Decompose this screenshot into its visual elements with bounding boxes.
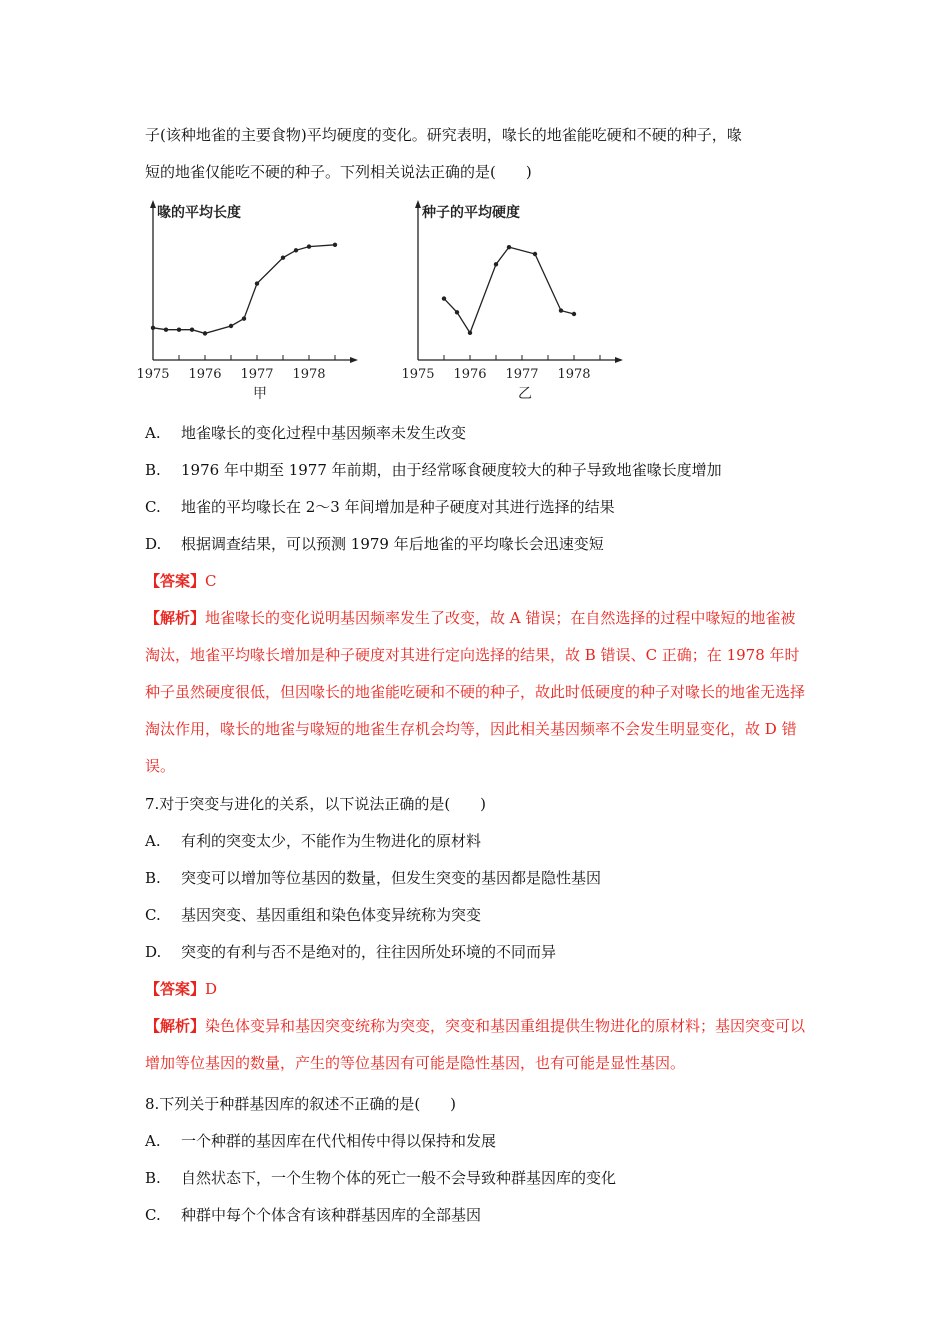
q7-analysis: 【解析】染色体变异和基因突变统称为突变，突变和基因重组提供生物进化的原材料；基因突变可以增加等位基因的数量，产生的等位基因有可能是隐性基因，也有可能是显性基因。 [145,1017,806,1072]
q7-answer: 【答案】D [145,980,218,998]
q6-option-c: C. 地雀的平均喙长在 2～3 年间增加是种子硬度对其进行选择的结果 [145,498,615,516]
data-point [468,331,472,335]
x-axis-arrow [350,357,358,363]
chart-caption: 甲 [253,386,267,402]
q8-option-c: C. 种群中每个个体含有该种群基因库的全部基因 [145,1206,482,1224]
x-tick-label: 1976 [453,367,487,382]
data-point [333,243,337,247]
y-axis-arrow [415,200,421,208]
q6-option-a: A. 地雀喙长的变化过程中基因频率未发生改变 [145,424,467,442]
q6-analysis: 【解析】地雀喙长的变化说明基因频率发生了改变，故 A 错误；在自然选择的过程中喙短的地雀被淘汰，地雀平均喙长增加是种子硬度对其进行定向选择的结果，故 B 错误、C 正确；在 1978 年时种子虽然硬度很低，但因喙长的地雀能吃硬和不硬的种子，故此时低硬度的种子对喙长的地雀无选择淘汰作用，喙长的地雀与喙短的地雀生存机会均等，因此相关基因频率不会发生明显变化，故 D 错误。 [145,609,806,775]
question-6-stem-line-2: 短的地雀仅能吃不硬的种子。下列相关说法正确的是( ) [145,163,532,181]
data-point [442,296,446,300]
chart-caption: 乙 [518,386,532,402]
data-point [164,327,168,331]
x-tick-label: 1975 [136,367,170,382]
q7-option-b: B. 突变可以增加等位基因的数量，但发生突变的基因都是隐性基因 [145,869,602,887]
data-point [307,244,311,248]
x-tick-label: 1975 [401,367,435,382]
q7-option-a: A. 有利的突变太少，不能作为生物进化的原材料 [145,832,482,850]
data-point [242,316,246,320]
x-tick-label: 1978 [557,367,591,382]
data-point [255,281,259,285]
q8-option-a: A. 一个种群的基因库在代代相传中得以保持和发展 [145,1132,497,1150]
q7-stem: 7.对于突变与进化的关系，以下说法正确的是( ) [145,795,487,813]
y-axis-arrow [150,200,156,208]
y-axis-label: 喙的平均长度 [157,205,241,221]
series-line [444,247,574,333]
q6-answer: 【答案】C [145,572,217,590]
q7-option-c: C. 基因突变、基因重组和染色体变异统称为突变 [145,906,482,924]
x-tick-label: 1978 [292,367,326,382]
y-axis-label: 种子的平均硬度 [422,205,520,221]
data-point [229,324,233,328]
data-point [455,310,459,314]
x-tick-label: 1977 [505,367,539,382]
data-point [190,327,194,331]
q8-stem: 8.下列关于种群基因库的叙述不正确的是( ) [145,1095,457,1113]
chart-seed-hardness [401,200,635,405]
q7-option-d: D. 突变的有利与否不是绝对的，往往因所处环境的不同而异 [145,943,557,961]
q6-option-d: D. 根据调查结果，可以预测 1979 年后地雀的平均喙长会迅速变短 [145,535,604,553]
data-point [281,255,285,259]
x-axis-arrow [615,357,623,363]
data-point [177,327,181,331]
data-point [151,326,155,330]
data-point [572,312,576,316]
data-point [533,252,537,256]
x-tick-label: 1976 [188,367,222,382]
data-point [559,308,563,312]
data-point [203,331,207,335]
chart-beak-length [136,200,370,405]
x-tick-label: 1977 [240,367,274,382]
data-point [507,245,511,249]
question-6-stem-line-1: 子(该种地雀的主要食物)平均硬度的变化。研究表明，喙长的地雀能吃硬和不硬的种子，喙 [145,126,742,144]
q8-option-b: B. 自然状态下，一个生物个体的死亡一般不会导致种群基因库的变化 [145,1169,617,1187]
data-point [494,262,498,266]
q6-option-b: B. 1976 年中期至 1977 年前期，由于经常啄食硬度较大的种子导致地雀喙长度增加 [145,461,722,479]
data-point [294,248,298,252]
